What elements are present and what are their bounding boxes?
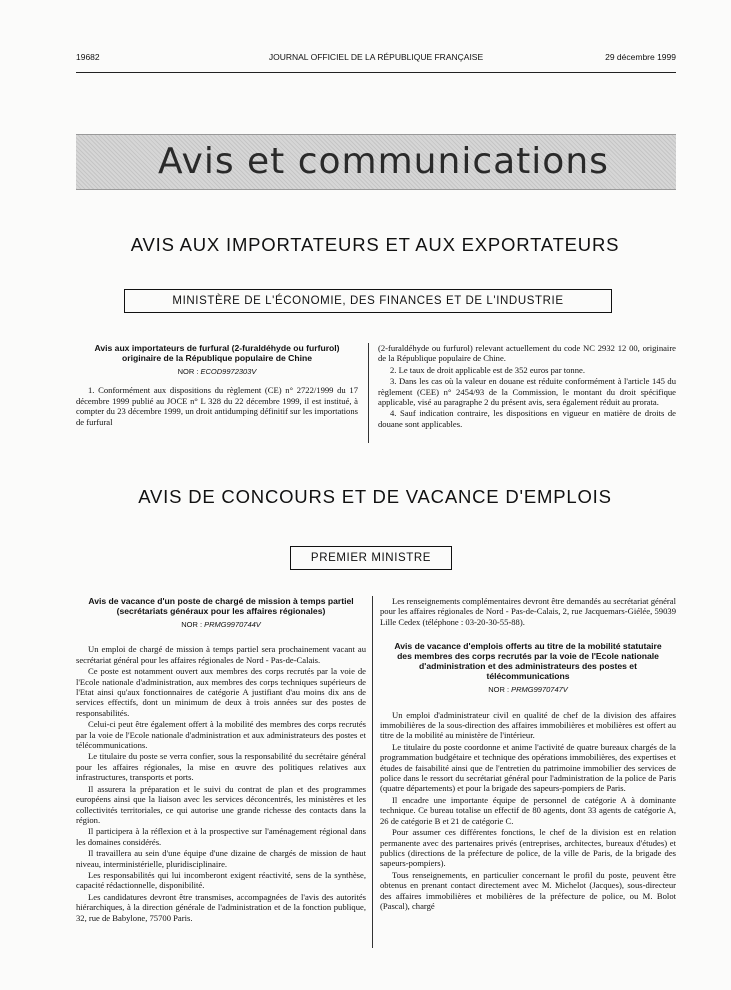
paragraph: (2-furaldéhyde ou furfurol) relevant actuellement du code NC 2932 12 00, originaire de la République populaire de Chine. (378, 343, 676, 364)
ministry-box-premier-ministre: PREMIER MINISTRE (290, 546, 452, 570)
paragraph: 1. Conformément aux dispositions du règlement (CE) n° 2722/1999 du 17 décembre 1999 publié au JOCE n° L 328 du 22 décembre 1999, il est institué, à compter du 23 décembre 1999, un droit antidumping définitif sur les importations de furfural (76, 385, 358, 427)
column-left-concours (76, 596, 366, 924)
issue-date: 29 décembre 1999 (605, 52, 676, 62)
section-banner (76, 134, 676, 190)
paragraph: Il encadre une importante équipe de personnel de catégorie A à dominante technique. Ce bureau totalise un effectif de 80 agents, dont 33 agents de catégorie A, 26 de catégorie B et 21 de catégorie C. (380, 794, 676, 826)
article-title-furfural: Avis aux importateurs de furfural (2-furaldéhyde ou furfurol) originaire de la République populaire de Chine (94, 343, 340, 363)
paragraph: Pour assumer ces différentes fonctions, le chef de la division est en relation permanente avec des partenaires privés (entreprises, architectes, bureaux d'études) et publics (directions de la préfecture de police, de la ville de Paris, de la brigade des sapeurs-pompiers). (380, 827, 676, 869)
paragraph: Les responsabilités qui lui incomberont exigent réactivité, sens de la synthèse, capacité rédactionnelle, disponibilité. (76, 869, 366, 891)
banner-title: Avis et communications (158, 141, 609, 182)
paragraph: Ce poste est notamment ouvert aux membres des corps recrutés par la voie de l'Ecole nationale d'administration, aux membres des corps techniques supérieurs de l'Etat ainsi qu'aux fonctionnaires de catégorie A justifiant d'au moins dix ans de services effectifs, dont un minimum de deux à trois années sur des postes de responsabilités. (76, 666, 366, 718)
paragraph: Il assurera la préparation et le suivi du contrat de plan et des programmes européens ainsi que la liaison avec les services déconcentrés, les ministères et les collectivités territoriales, ce qui autorise une grande richesse des contacts dans la région. (76, 783, 366, 825)
column-divider (368, 343, 369, 443)
paragraph: 2. Le taux de droit applicable est de 352 euros par tonne. (390, 364, 585, 375)
paragraph: Un emploi d'administrateur civil en qualité de chef de la division des affaires immobilières de la sous-direction des affaires immobilières et mobilières est offert au titre de la mobilité au ministère de l'intérieur. (380, 709, 676, 741)
paragraph: 4. Sauf indication contraire, les dispositions en vigueur en matière de droits de douane sont applicables. (378, 408, 676, 429)
paragraph: Il participera à la réflexion et à la prospective sur l'aménagement régional dans les domaines considérés. (76, 826, 366, 847)
running-header (76, 52, 676, 66)
paragraph: Le titulaire du poste coordonne et anime l'activité de quatre bureaux chargés de la programmation budgétaire et technique des opérations immobilières, des expertises et études de faisabilité ainsi que de l'entretien du patrimoine immobilier des services de police dans le ressort du secrétariat général pour l'administration de la police de Paris (quatre départements) et pour la brigade des sapeurs-pompiers de Paris. (380, 741, 676, 794)
column-right-importateurs (378, 343, 676, 430)
paragraph: Les renseignements complémentaires devront être demandés au secrétariat général pour les affaires régionales de Nord - Pas-de-Calais, 2, rue Jacquemars-Giélée, 59039 Lille Cedex (téléphone : 03-20-30-55-88). (380, 596, 676, 627)
section-heading-importateurs: AVIS AUX IMPORTATEURS ET AUX EXPORTATEURS (130, 234, 620, 255)
column-left-importateurs (76, 343, 358, 428)
paragraph: Celui-ci peut être également offert à la mobilité des membres des corps recrutés par la voie de l'Ecole nationale d'administration et aux administrateurs des postes et télécommunications. (76, 719, 366, 751)
paragraph: Un emploi de chargé de mission à temps partiel sera prochainement vacant au secrétariat général pour les affaires régionales de Nord - Pas-de-Calais. (76, 644, 366, 665)
page-number: 19682 (76, 52, 100, 62)
nor-reference: NOR : PRMG9970744V (181, 620, 261, 629)
article-title-mobilite: Avis de vacance d'emplois offerts au titre de la mobilité statutaire des membres des corps recrutés par la voie de l'Ecole nationale d'administration et des administrateurs des postes et télécommunications (394, 641, 662, 682)
nor-reference: NOR : PRMG9970747V (488, 685, 568, 695)
paragraph: Le titulaire du poste se verra confier, sous la responsabilité du secrétaire général pour les affaires régionales, la mise en œuvre des politiques relatives aux infrastructures, transports et ports. (76, 751, 366, 783)
paragraph: Tous renseignements, en particulier concernant le profil du poste, peuvent être obtenus en prenant contact directement avec M. Michelot (Jacques), sous-directeur des affaires immobilières et mobilières de la préfecture de police, ou M. Bolot (Pascal), chargé (380, 869, 676, 911)
paragraph: 3. Dans les cas où la valeur en douane est réduite conformément à l'article 145 du règlement (CEE) n° 2454/93 de la Commission, le montant du droit spécifique applicable, visé au paragraphe 2 du présent avis, sera également réduit au prorata. (378, 376, 676, 408)
nor-reference: NOR : ECOD9972303V (177, 367, 257, 376)
paragraph: Les candidatures devront être transmises, accompagnées de l'avis des autorités hiérarchiques, à la direction générale de l'administration et de la fonction publique, 32, rue de Babylone, 75700 Paris. (76, 891, 366, 923)
section-heading-concours: AVIS DE CONCOURS ET DE VACANCE D'EMPLOIS (138, 486, 612, 507)
journal-title: JOURNAL OFFICIEL DE LA RÉPUBLIQUE FRANÇAISE (268, 52, 484, 62)
paragraph: Il travaillera au sein d'une équipe d'une dizaine de chargés de mission de haut niveau, interministérielle, pluridisciplinaire. (76, 848, 366, 869)
column-right-concours (380, 596, 676, 912)
article-title-charge-mission: Avis de vacance d'un poste de chargé de mission à temps partiel (secrétariats généraux pour les affaires régionales) (88, 596, 354, 616)
column-divider (372, 596, 373, 948)
ministry-box-economie: MINISTÈRE DE L'ÉCONOMIE, DES FINANCES ET DE L'INDUSTRIE (124, 289, 612, 313)
header-rule (76, 72, 676, 73)
